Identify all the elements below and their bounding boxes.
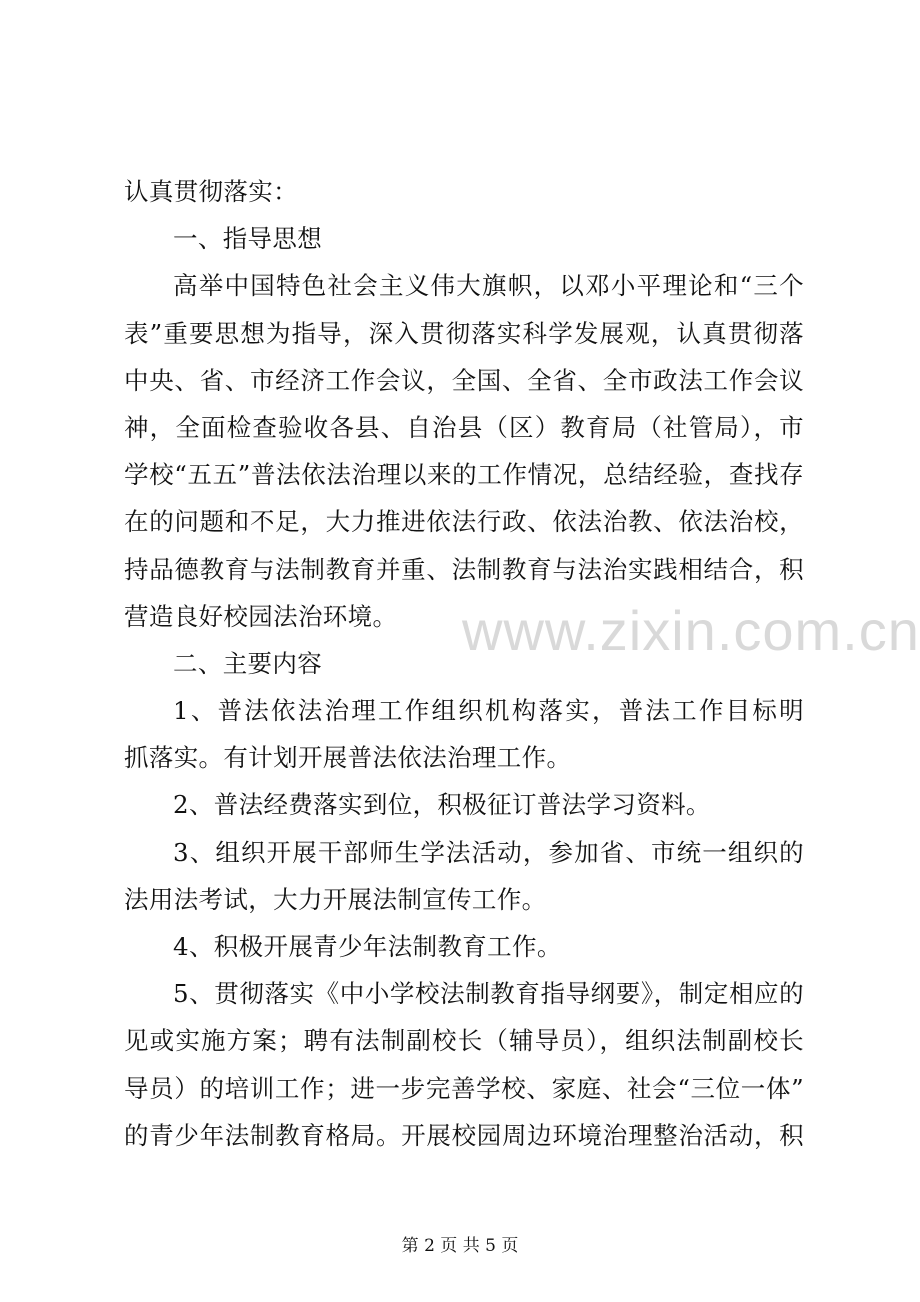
- text-line: 在的问题和不足，大力推进依法行政、依法治教、依法治校，: [124, 507, 804, 537]
- text-line: 5、贯彻落实《中小学校法制教育指导纲要》，制定相应的: [173, 979, 804, 1009]
- text-line: 认真贯彻落实：: [124, 177, 298, 206]
- section-heading: 一、指导思想: [173, 224, 323, 254]
- text-line: 的青少年法制教育格局。开展校园周边环境治理整治活动，积: [124, 1120, 804, 1150]
- section-heading: 二、主要内容: [173, 648, 323, 678]
- text-line: 表”重要思想为指导，深入贯彻落实科学发展观，认真贯彻落: [124, 318, 804, 348]
- text-line: 2、普法经费落实到位，积极征订普法学习资料。: [173, 790, 711, 820]
- text-line: 导员）的培训工作；进一步完善学校、家庭、社会“三位一体”: [124, 1073, 804, 1103]
- watermark: www.zixin.com.cn: [462, 599, 920, 662]
- text-line: 抓落实。有计划开展普法依法治理工作。: [124, 743, 572, 773]
- text-line: 法用法考试，大力开展法制宣传工作。: [124, 884, 547, 914]
- text-line: 见或实施方案；聘有法制副校长（辅导员），组织法制副校长: [124, 1026, 804, 1056]
- text-line: 中央、省、市经济工作会议，全国、全省、全市政法工作会议: [124, 365, 804, 395]
- text-line: 3、组织开展干部师生学法活动，参加省、市统一组织的: [173, 837, 804, 867]
- document-body: [124, 168, 804, 1159]
- text-line: 1、普法依法治理工作组织机构落实，普法工作目标明: [173, 696, 804, 726]
- text-line: 营造良好校园法治环境。: [124, 601, 398, 631]
- text-line: 持品德教育与法制教育并重、法制教育与法治实践相结合，积: [124, 554, 804, 584]
- text-line: 学校“五五”普法依法治理以来的工作情况，总结经验，查找存: [124, 460, 804, 490]
- text-line: 4、积极开展青少年法制教育工作。: [173, 932, 562, 961]
- text-line: 神，全面检查验收各县、自治县（区）教育局（社管局），市: [124, 412, 804, 442]
- page-footer: 第 2 页 共 5 页: [401, 1236, 519, 1256]
- text-line: 高举中国特色社会主义伟大旗帜，以邓小平理论和“三个: [173, 271, 804, 301]
